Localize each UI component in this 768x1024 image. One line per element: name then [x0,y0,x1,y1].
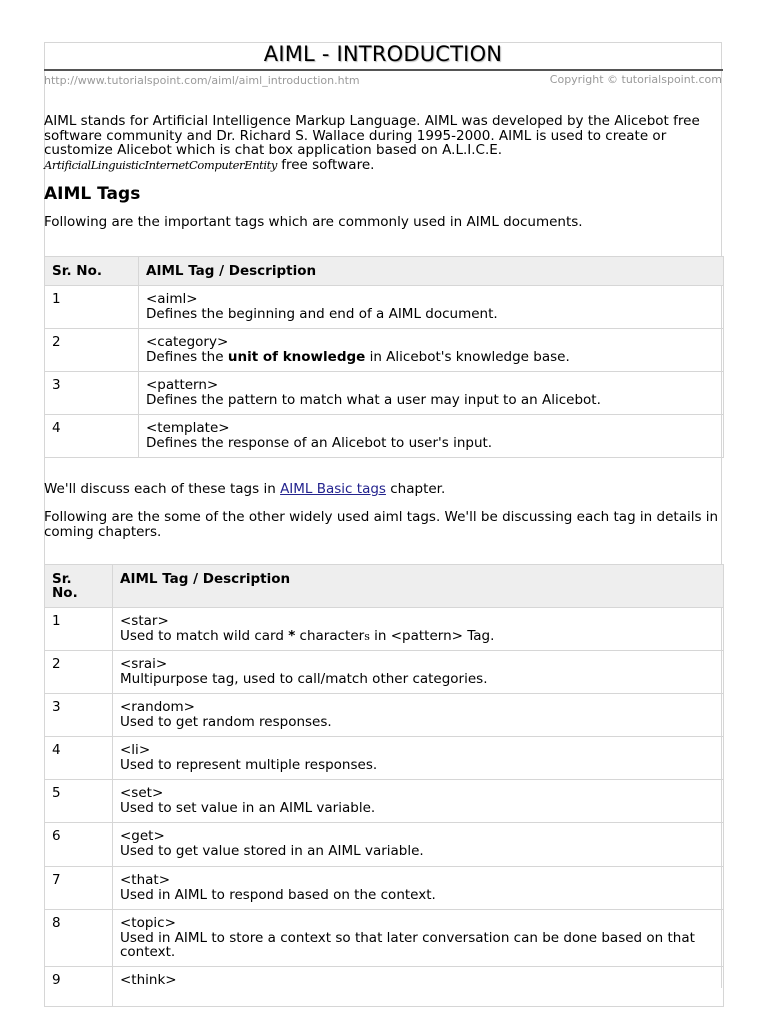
intro-italic-term: ArtificialLinguisticInternetComputerEntity [44,157,277,172]
tag-name: <aiml> [146,291,198,307]
table-row [45,372,724,415]
table-row [45,780,724,823]
table-row [45,967,724,1007]
row-number: 1 [45,286,139,329]
section-heading: AIML Tags [44,184,141,204]
column-header-sr-no-text: Sr. No. [52,570,78,601]
tag-description: Used in AIML to respond based on the context. [120,886,436,903]
row-description [113,694,724,737]
other-tags-table [44,564,724,1007]
discuss-text-end: chapter. [385,481,446,497]
tag-name: <that> [120,872,171,888]
column-header-description: AIML Tag / Description [139,257,724,286]
important-tags-table [44,256,724,458]
intro-text-end: free software. [276,156,375,173]
tag-description: Used to get value stored in an AIML variable. [120,842,424,859]
tag-name: <star> [120,613,169,629]
tag-description-s: s [364,629,370,643]
intro-text: AIML stands for Artificial Intelligence Markup Language. AIML was developed by the Alicebot free software community and Dr. Richard S. Wallace during 1995-2000. AIML is used to create or customize Alicebot which is chat box application based on A.L.I.C.E. [44,113,700,158]
discuss-paragraph [44,482,724,497]
row-description [113,910,724,967]
row-description [139,372,724,415]
row-number: 8 [45,910,113,967]
table-row [45,910,724,967]
row-description [113,823,724,867]
tag-description: Used in AIML to store a context so that later conversation can be done based on that context. [120,929,695,960]
tag-description: Defines the beginning and end of a AIML document. [146,305,498,322]
table-row [45,329,724,372]
tag-description-bold: unit of knowledge [227,348,366,365]
row-description [113,737,724,780]
row-number: 3 [45,694,113,737]
tag-description: Defines the response of an Alicebot to user's input. [146,434,493,451]
table-row [45,608,724,651]
tags-lead-paragraph: Following are the important tags which are commonly used in AIML documents. [44,214,583,230]
discuss-text: We'll discuss each of these tags in [44,481,281,497]
row-number: 5 [45,780,113,823]
table-row [45,694,724,737]
wildcard-star: * [288,627,296,644]
table-row [45,415,724,458]
column-header-sr-no: Sr. No. [45,257,139,286]
row-description [113,608,724,651]
copyright-notice: Copyright © tutorialspoint.com [549,73,722,86]
tag-description-end: in <pattern> Tag. [369,627,495,644]
column-header-description: AIML Tag / Description [113,565,724,608]
row-description [113,867,724,910]
row-number: 6 [45,823,113,867]
column-header-sr-no [45,565,113,608]
tag-name: <pattern> [146,377,219,393]
tag-description: Used to represent multiple responses. [120,756,378,773]
tag-name: <topic> [120,915,176,931]
row-description [113,651,724,694]
tag-description-end: in Alicebot's knowledge base. [365,348,570,365]
row-description [139,415,724,458]
tag-name: <template> [146,420,230,436]
tag-name: <think> [120,972,177,988]
tag-description: Used to get random responses. [120,713,332,730]
source-url: http://www.tutorialspoint.com/aiml/aiml_introduction.htm [44,74,360,87]
row-number: 7 [45,867,113,910]
row-number: 4 [45,415,139,458]
table-row [45,737,724,780]
row-number: 2 [45,651,113,694]
intro-paragraph [44,114,724,172]
aiml-basic-tags-link[interactable]: AIML Basic tags [280,481,386,497]
tag-name: <category> [146,334,229,350]
table-header-row [45,565,724,608]
title-divider [44,69,723,71]
tag-name: <get> [120,828,165,844]
row-description [113,780,724,823]
tag-name: <li> [120,742,151,758]
tag-name: <random> [120,699,195,715]
table-row [45,286,724,329]
tag-description: Defines the [146,348,228,365]
row-number: 9 [45,967,113,1007]
table-row [45,651,724,694]
tag-description: Defines the pattern to match what a user may input to an Alicebot. [146,391,601,408]
tag-description: Used to set value in an AIML variable. [120,799,376,816]
tag-name: <set> [120,785,164,801]
tag-description: Used to match wild card [120,627,289,644]
table-row [45,823,724,867]
tag-name: <srai> [120,656,168,672]
row-description [113,967,724,1007]
table-header-row [45,257,724,286]
row-number: 2 [45,329,139,372]
other-tags-lead: Following are the some of the other widely used aiml tags. We'll be discussing each tag in details in coming chapters. [44,509,719,540]
row-number: 1 [45,608,113,651]
table-row [45,867,724,910]
row-number: 3 [45,372,139,415]
tag-description: Multipurpose tag, used to call/match other categories. [120,670,488,687]
row-number: 4 [45,737,113,780]
page-title: AIML - INTRODUCTION [263,42,503,66]
row-description [139,329,724,372]
row-description [139,286,724,329]
tag-description-mid: character [295,627,365,644]
